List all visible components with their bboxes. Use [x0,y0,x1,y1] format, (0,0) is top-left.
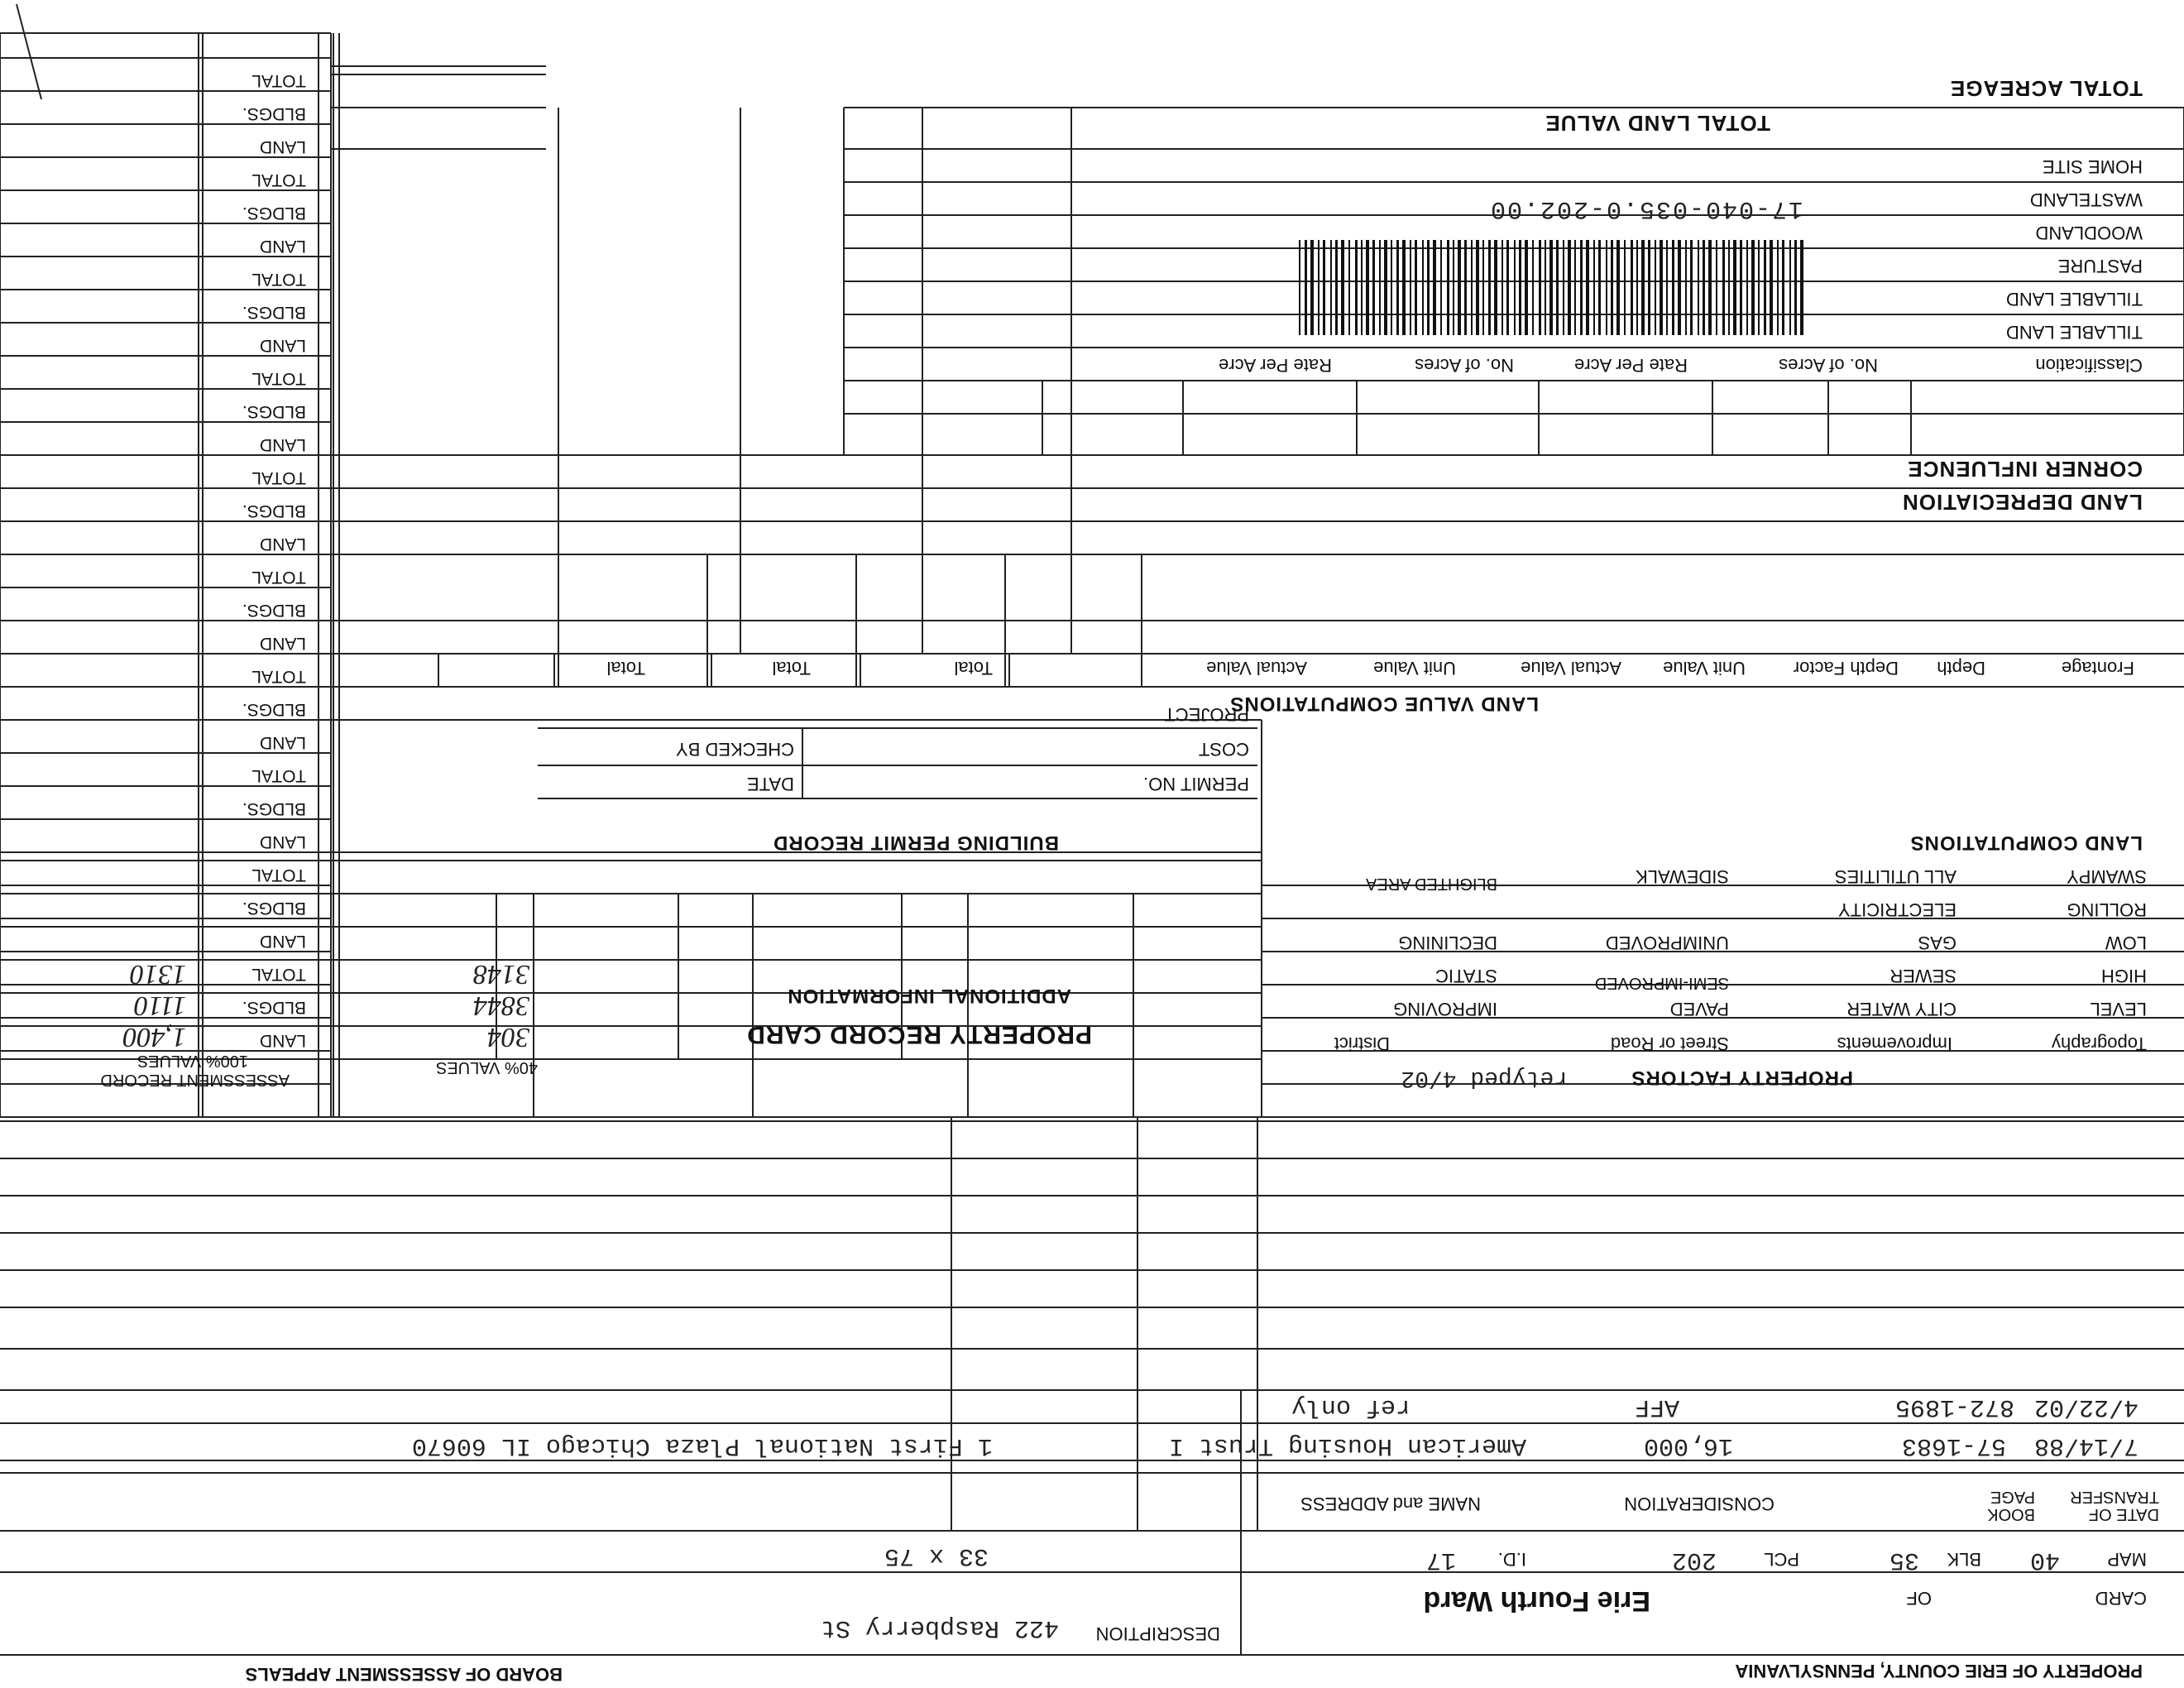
rate-per-acre-header: Rate Per Acre [1574,355,1688,376]
pf-low: LOW [2105,933,2147,953]
barcode-bar [1305,240,1307,335]
lvc-unit-value: Unit Value [1663,658,1746,679]
barcode-bar [1574,240,1576,335]
pcl-number: 202 [1671,1546,1717,1574]
value-row-label-bldgs: BLDGS. [242,501,306,520]
lvc-actual-value-2: Actual Value [1206,658,1307,679]
barcode-bar [1488,240,1491,335]
pf-level: LEVEL [2090,999,2147,1019]
map-label: MAP [2107,1549,2147,1570]
permit-cost-label: COST [1198,739,1249,760]
transfer-name-header: NAME and ADDRESS [1300,1494,1481,1514]
barcode-bar [1539,240,1541,335]
total-land-value-label: TOTAL LAND VALUE [1545,111,1770,136]
lvc-unit-value-2: Unit Value [1373,658,1456,679]
barcode-bar [1660,240,1663,335]
barcode-bar [1678,240,1681,335]
pf-sewer: SEWER [1889,966,1956,986]
land-value-computations-title: LAND VALUE COMPUTATIONS [1229,693,1539,715]
woodland-label: WOODLAND [2035,223,2143,243]
barcode-bar [1415,240,1417,335]
value-row-label-land: LAND [259,435,306,454]
value-row-label-total: TOTAL [251,965,306,984]
barcode-bar [1391,240,1392,335]
value-row-label-total: TOTAL [251,170,306,189]
barcode-bar [1789,240,1791,335]
rate-per-acre-header-2: Rate Per Acre [1219,355,1332,376]
checked-by-label: CHECKED BY [675,739,794,760]
barcode-bar [1758,240,1760,335]
blk-label: BLK [1947,1549,1981,1570]
barcode-bar [1341,240,1344,335]
value-row-label-total: TOTAL [251,866,306,885]
lvc-total-2: Total [772,658,811,679]
barcode-bar [1648,240,1650,335]
barcode-bar [1299,240,1300,335]
permit-date-label: DATE [746,774,794,794]
value-row-label-bldgs: BLDGS. [242,700,306,719]
barcode-bar [1556,240,1559,335]
hundred-land-value: 1,400 [122,1022,186,1053]
value-row-label-bldgs: BLDGS. [242,402,306,421]
barcode-bar [1525,240,1528,335]
project-label: PROJECT [1164,704,1249,725]
barcode-bar [1514,240,1516,335]
barcode-bar [1703,240,1705,335]
barcode-bar [1636,240,1638,335]
pf-sidewalk: SIDEWALK [1636,866,1729,887]
barcode-bar [1366,240,1369,335]
pf-semi-improved: SEMI-IMPROVED [1594,974,1729,992]
barcode-bar [1764,240,1766,335]
home-site-label: HOME SITE [2042,156,2143,177]
barcode-bar [1690,240,1693,335]
value-row-label-total: TOTAL [251,369,306,388]
pf-high: HIGH [2101,966,2147,986]
wasteland-label: WASTELAND [2029,189,2143,210]
total-acreage-label: TOTAL ACREAGE [1949,76,2143,101]
barcode-bar [1335,240,1338,335]
lvc-depth-factor: Depth Factor [1793,658,1899,679]
pf-blighted-area: BLIGHTED AREA [1366,875,1497,893]
barcode-bar [1631,240,1633,335]
additional-info-title: ADDITIONAL INFORMATION [787,985,1071,1007]
pf-declining: DECLINING [1398,933,1497,953]
of-label: OF [1906,1588,1932,1609]
barcode-bar [1624,240,1626,335]
record-card-title: PROPERTY RECORD CARD [746,1021,1092,1048]
permit-no-label: PERMIT NO. [1143,774,1249,794]
description-label: DESCRIPTION [1095,1623,1220,1644]
barcode-bar [1746,240,1748,335]
barcode-bar [1440,240,1442,335]
barcode-bar [1330,240,1332,335]
barcode-bar [1471,240,1473,335]
pf-city-water: CITY WATER [1846,999,1956,1019]
retyped-note: retyped 4/02 [1401,1065,1568,1091]
value-row-label-land: LAND [259,733,306,752]
hundred-bldgs-value: 1110 [134,990,186,1021]
pf-paved: PAVED [1669,999,1729,1019]
lvc-actual-value: Actual Value [1521,658,1621,679]
barcode-bar [1464,240,1467,335]
land-computations-title: LAND COMPUTATIONS [1909,832,2143,854]
barcode-bar [1616,240,1620,335]
barcode-bar [1800,240,1803,335]
barcode-text: 17-040-035.0-202.00 [1488,194,1803,223]
forty-total-value: 3148 [473,959,529,990]
value-row-label-total: TOTAL [251,71,306,90]
transfer-1-date: 7/14/88 [2033,1431,2138,1460]
transfer-1-name: American Housing Trust I [1168,1431,1526,1460]
value-row-label-land: LAND [259,137,306,156]
barcode-bar [1355,240,1358,335]
pf-all-utilities: ALL UTILITIES [1834,866,1956,887]
property-factors-title: PROPERTY FACTORS [1631,1067,1853,1089]
barcode-bar [1433,240,1436,335]
map-number: 40 [2029,1546,2060,1574]
barcode-bar [1598,240,1601,335]
tillable-land-label: TILLABLE LAND [2005,289,2143,309]
assessment-record-header: ASSESSMENT RECORD [100,1071,290,1089]
barcode-bar [1698,240,1699,335]
barcode-bar [1666,240,1668,335]
forty-land-value: 304 [487,1022,529,1053]
barcode-bar [1458,240,1461,335]
value-row-label-land: LAND [259,1031,306,1050]
pf-improvements-header: Improvements [1837,1033,1952,1054]
blk-number: 35 [1889,1546,1919,1574]
no-of-acres-header-2: No. of Acres [1415,355,1514,376]
barcode-bar [1384,240,1387,335]
land-depreciation-label: LAND DEPRECIATION [1902,490,2143,515]
lvc-total-3: Total [606,658,645,679]
hundred-values-header: 100% VALUES [136,1052,248,1070]
hundred-total-value: 1310 [130,959,186,990]
pf-gas: GAS [1918,933,1956,953]
transfer-1-address: 1 First National Plaza Chicago IL 60670 [411,1431,993,1460]
barcode-bar [1672,240,1674,335]
pcl-label: PCL [1764,1549,1799,1570]
barcode-bar [1655,240,1656,335]
pf-improving: IMPROVING [1393,999,1497,1019]
barcode-bar [1716,240,1717,335]
pf-static: STATIC [1435,966,1497,986]
pf-street-header: Street or Road [1610,1033,1729,1054]
value-row-label-total: TOTAL [251,667,306,686]
value-row-label-total: TOTAL [251,270,306,289]
value-row-label-land: LAND [259,832,306,851]
no-of-acres-header: No. of Acres [1779,355,1878,376]
card-label: CARD [2095,1588,2147,1609]
barcode-bar [1685,240,1687,335]
transfer-1-consideration: 16,000 [1643,1431,1733,1460]
barcode-bar [1396,240,1399,335]
value-row-label-land: LAND [259,634,306,653]
barcode-bar [1563,240,1564,335]
barcode-bar [1476,240,1479,335]
lvc-frontage: Frontage [2061,658,2134,679]
owner-heading: PROPERTY OF ERIE COUNTY, PENNSYLVANIA [1735,1661,2143,1681]
barcode-bar [1606,240,1607,335]
pf-district-header: District [1334,1033,1390,1054]
id-label: I.D. [1497,1549,1526,1570]
barcode-bar [1482,240,1484,335]
classification-header: Classification [2035,355,2143,376]
barcode-bar [1611,240,1613,335]
transfer-2-consideration: AFF [1634,1393,1679,1421]
barcode-bar [1453,240,1454,335]
barcode-bar [1641,240,1645,335]
barcode-bar [1447,240,1449,335]
value-row-label-land: LAND [259,336,306,355]
ward-name: Erie Fourth Ward [1423,1585,1650,1617]
forty-bldgs-value: 3844 [473,990,529,1021]
appeals-heading: BOARD OF ASSESSMENT APPEALS [245,1664,563,1685]
building-permit-title: BUILDING PERMIT RECORD [773,832,1059,854]
barcode-bar [1777,240,1779,335]
pf-electricity: ELECTRICITY [1837,899,1956,920]
id-number: 17 [1425,1546,1456,1574]
tillable-land-label-2: TILLABLE LAND [2005,322,2143,343]
value-row-label-bldgs: BLDGS. [242,799,306,818]
barcode-bar [1410,240,1411,335]
barcode-bar [1402,240,1406,335]
barcode-bar [1708,240,1712,335]
barcode-bar [1494,240,1497,335]
pasture-label: PASTURE [2057,256,2143,276]
barcode-bar [1549,240,1553,335]
lvc-total-1: Total [954,658,993,679]
value-row-label-total: TOTAL [251,766,306,785]
barcode-bar [1593,240,1595,335]
barcode-bar [1532,240,1534,335]
property-address: 422 Raspberry St [820,1614,1059,1642]
pf-swampy: SWAMPY [2067,866,2147,887]
value-row-label-total: TOTAL [251,568,306,587]
barcode-bar [1568,240,1571,335]
transfer-2-name: ref only [1291,1393,1410,1421]
barcode-bar [1740,240,1742,335]
value-row-label-bldgs: BLDGS. [242,204,306,223]
transfer-book-header: BOOK PAGE [1987,1488,2035,1523]
barcode-bar [1372,240,1375,335]
corner-influence-label: CORNER INFLUENCE [1907,457,2143,482]
barcode-bar [1310,240,1314,335]
barcode-bar [1733,240,1736,335]
barcode-bar [1770,240,1773,335]
barcode-bar [1545,240,1546,335]
barcode-bar [1751,240,1755,335]
value-row-label-bldgs: BLDGS. [242,601,306,620]
pf-unimproved: UNIMPROVED [1605,933,1729,953]
barcode-bar [1379,240,1381,335]
barcode-bar [1348,240,1350,335]
barcode-bar [1586,240,1589,335]
forty-values-header: 40% VALUES [435,1058,538,1077]
transfer-date-header: DATE OF TRANSFER [2070,1488,2159,1523]
barcode-bar [1502,240,1503,335]
value-row-label-bldgs: BLDGS. [242,998,306,1017]
value-row-label-land: LAND [259,932,306,951]
value-row-label-total: TOTAL [251,468,306,487]
lot-dimensions: 33 x 75 [884,1542,989,1570]
barcode-bar [1794,240,1797,335]
pf-rolling: ROLLING [2067,899,2147,920]
value-row-label-land: LAND [259,237,306,256]
barcode-bar [1318,240,1320,335]
lvc-depth: Depth [1937,658,1985,679]
transfer-consideration-header: CONSIDERATION [1624,1494,1774,1514]
value-row-label-land: LAND [259,535,306,554]
barcode-bar [1728,240,1730,335]
value-row-label-bldgs: BLDGS. [242,899,306,918]
transfer-2-date: 4/22/02 [2033,1393,2138,1421]
transfer-2-book: 872-1895 [1894,1393,2014,1421]
transfer-1-book: 57-1683 [1901,1431,2006,1460]
value-row-label-bldgs: BLDGS. [242,303,306,322]
barcode-bar [1427,240,1430,335]
barcode-bar [1782,240,1784,335]
value-row-label-bldgs: BLDGS. [242,104,306,123]
barcode-bar [1422,240,1424,335]
barcode-bar [1580,240,1583,335]
barcode-bar [1506,240,1509,335]
pf-topography-header: Topography [2052,1033,2147,1054]
barcode-bar [1361,240,1363,335]
barcode-bar [1323,240,1325,335]
barcode-bar [1722,240,1725,335]
barcode-bar [1519,240,1521,335]
